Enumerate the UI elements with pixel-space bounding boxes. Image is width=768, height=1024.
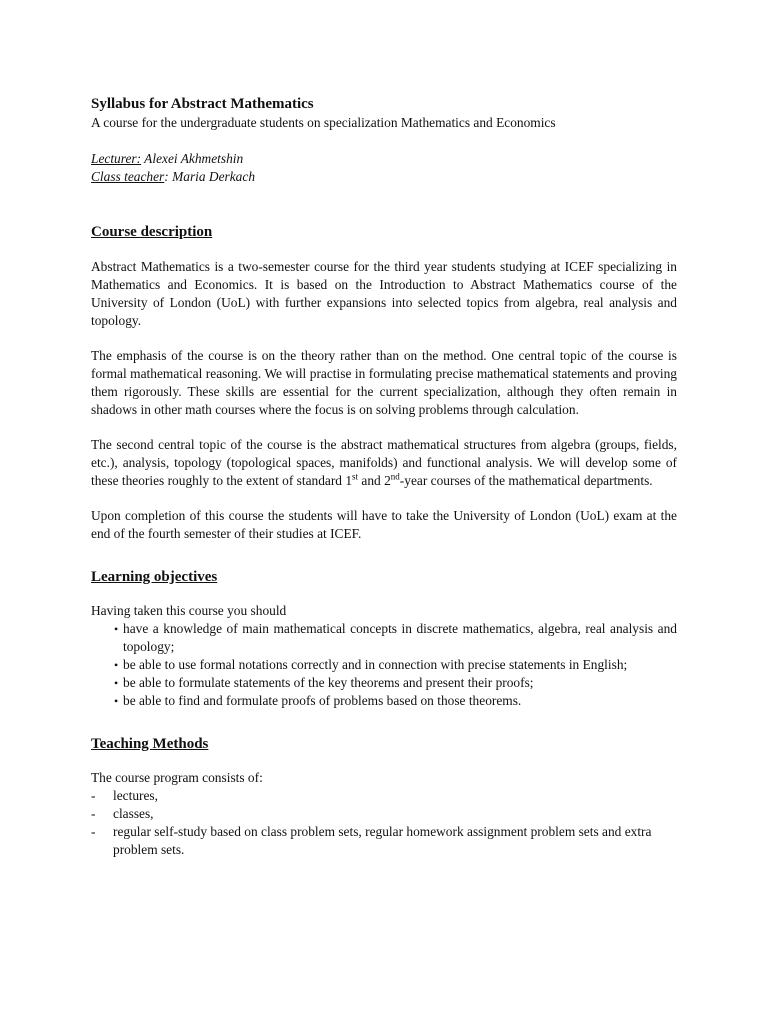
staff-block xyxy=(91,150,677,186)
list-item xyxy=(91,823,677,859)
teaching-methods-lead: The course program consists of: xyxy=(91,770,263,785)
bullet-icon: • xyxy=(114,694,119,708)
course-description-paragraph-3 xyxy=(91,436,677,490)
learning-objectives-heading: Learning objectives xyxy=(91,569,218,585)
list-item xyxy=(91,692,677,710)
course-description-heading: Course description xyxy=(91,224,213,240)
bullet-icon: • xyxy=(114,658,119,672)
list-item-text: be able to formulate statements of the key theorems and present their proofs; xyxy=(123,675,534,690)
list-item xyxy=(91,674,677,692)
list-item-text: regular self-study based on class problem sets, regular homework assignment problem sets and extra problem sets. xyxy=(113,824,652,857)
course-description-paragraph-4: Upon completion of this course the students will have to take the University of London (UoL) exam at the end of the fourth semester of their studies at ICEF. xyxy=(91,508,677,541)
list-item xyxy=(91,787,677,805)
course-description-paragraph-1: Abstract Mathematics is a two-semester course for the third year students studying at ICEF specializing in Mathematics and Economics. It is based on the Introduction to Abstract Mathematics course of the University of London (UoL) with further expansions into selected topics from algebra, real analysis and topology. xyxy=(91,259,677,328)
class-teacher-line xyxy=(91,168,677,186)
teaching-methods-list xyxy=(91,787,677,859)
lecturer-role: Lecturer: xyxy=(91,151,142,166)
list-item-text: have a knowledge of main mathematical concepts in discrete mathematics, algebra, real analysis and topology; xyxy=(123,621,677,654)
list-item xyxy=(91,656,677,674)
lecturer-line xyxy=(91,150,677,168)
dash-icon: - xyxy=(91,824,96,839)
paragraph-3-part-a: The second central topic of the course is the abstract mathematical structures from algebra (groups, fields, etc.), analysis, topology (topological spaces, manifolds) and functional analysis. We will develop some of these theories roughly to the extent of standard 1 xyxy=(91,437,677,488)
learning-objectives-lead: Having taken this course you should xyxy=(91,603,287,618)
class-teacher-role: Class teacher xyxy=(91,169,165,184)
list-item-text: classes, xyxy=(113,806,154,821)
class-teacher-name: : Maria Derkach xyxy=(164,169,256,184)
bullet-icon: • xyxy=(114,676,119,690)
bullet-icon: • xyxy=(114,622,119,636)
superscript-nd: nd xyxy=(390,471,400,482)
learning-objectives-list xyxy=(91,620,677,710)
list-item-text: lectures, xyxy=(113,788,158,803)
paragraph-3-part-c: -year courses of the mathematical departments. xyxy=(399,473,653,488)
dash-icon: - xyxy=(91,806,96,821)
list-item xyxy=(91,805,677,823)
list-item-text: be able to find and formulate proofs of problems based on those theorems. xyxy=(123,693,522,708)
syllabus-page xyxy=(91,94,677,859)
list-item xyxy=(91,620,677,656)
course-description-paragraph-2: The emphasis of the course is on the theory rather than on the method. One central topic of the course is formal mathematical reasoning. We will practise in formulating precise mathematical statements and proving them rigorously. These skills are essential for the current specialization, although they often remain in shadows in other math courses where the focus is on solving problems through calculation. xyxy=(91,348,677,417)
lecturer-name: Alexei Akhmetshin xyxy=(141,151,244,166)
paragraph-3-part-b: and 2 xyxy=(358,473,391,488)
dash-icon: - xyxy=(91,788,96,803)
list-item-text: be able to use formal notations correctly and in connection with precise statements in English; xyxy=(123,657,628,672)
document-title: Syllabus for Abstract Mathematics xyxy=(91,96,314,112)
document-subtitle: A course for the undergraduate students on specialization Mathematics and Economics xyxy=(91,115,556,130)
teaching-methods-heading: Teaching Methods xyxy=(91,736,209,752)
superscript-st: st xyxy=(352,471,359,482)
